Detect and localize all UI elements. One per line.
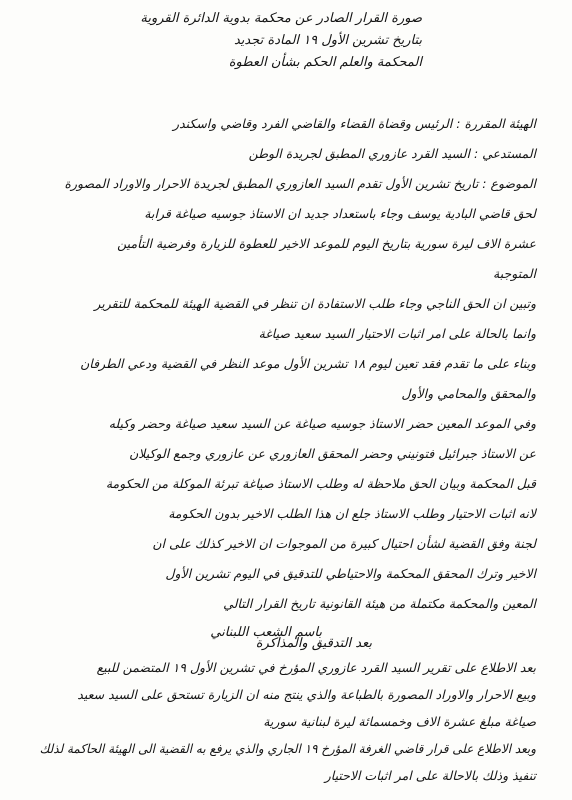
body-line: المتوجبة (493, 266, 536, 281)
body-line: لانه اثبات الاحتيار وطلب الاستاذ جلع ان هذا الطلب الاخير بدون الحكومة (168, 506, 536, 521)
body-line: المعين والمحكمة مكتملة من هيئة القانونية تاريخ القرار التالي (223, 596, 536, 611)
body-line: الموضوع : تاريخ تشرين الأول تقدم السيد العازوري المطبق لجريدة الاحرار والاوراد المصورة (64, 176, 536, 191)
body-line: والمحقق والمحامي والأول (401, 386, 536, 401)
lower-line: صياغة مبلغ عشرة الاف وخمسمائة ليرة لبنانية سورية (263, 714, 536, 729)
lower-line: وبعد الاطلاع على قرار قاضي الغرفة المؤرخ ١٩ الجاري والذي يرفع به القضية الى الهيئة الحاكمة لذلك (39, 741, 536, 756)
lower-line: تنفيذ وذلك بالاحالة على امر اثبات الاحتيار (324, 768, 536, 783)
body-line: وانما بالحالة على امر اثبات الاحتيار السيد سعيد صياغة (258, 326, 536, 341)
body-line: الهيئة المقررة : الرئيس وقضاة القضاء والقاضي الفرد وقاضي واسكندر (173, 116, 536, 131)
header-line: المحكمة والعلم الحكم بشأن العطوة (228, 55, 422, 70)
body-line: وتبين ان الحق الناجي وجاء طلب الاستفادة ان تنظر في القضية الهيئة للمحكمة للتقرير (94, 296, 536, 311)
body-line: لجنة وفق القضية لشأن احتيال كبيرة من الموجوات ان الاخير كذلك على ان (152, 536, 536, 551)
body-line: عشرة الاف ليرة سورية بتاريخ اليوم للموعد الاخير للعطوة للزيارة وفرضية التأمين (117, 236, 536, 251)
lower-line: وبيع الاحرار والاوراد المصورة بالطباعة والذي ينتج منه ان الزيارة تستحق على السيد سعيد (77, 687, 536, 702)
header-line: صورة القرار الصادر عن محكمة بدوية الدائرة القروية (140, 11, 422, 26)
body-line: المستدعي : السيد القرد عازوري المطبق لجريدة الوطن (248, 146, 536, 161)
lower-line: بعد الاطلاع على تقرير السيد القرد عازوري المؤرخ في تشرين الأول ١٩ المتضمن للبيع (96, 660, 536, 675)
body-line: لحق قاضي البادية يوسف وجاء باستعداد جديد ان الاستاذ جوسيه صياغة قرابة (144, 206, 536, 221)
header-line: بتاريخ تشرين الأول ١٩ المادة تجديد (233, 33, 422, 48)
body-line: قبل المحكمة وبيان الحق ملاحظة له وطلب الاستاذ صياغة تبرئة الموكلة من الحكومة (105, 476, 536, 491)
body-line: وفي الموعد المعين حضر الاستاذ جوسيه صياغة عن السيد سعيد صياغة وحضر وكيله (108, 416, 536, 431)
section-title-text: بعد التدقيق والمذاكرة (255, 636, 372, 651)
body-line: الاخير وترك المحقق المحكمة والاحتياطي للتدقيق في اليوم تشرين الأول (165, 566, 536, 581)
body-line: وبناء على ما تقدم فقد تعين ليوم ١٨ تشرين الأول موعد النظر في القضية ودعي الطرفان (80, 356, 536, 371)
signature-text: باسم الشعب اللبناني (210, 625, 322, 640)
body-line: عن الاستاذ جبرائيل فتونيني وحضر المحقق العازوري عن عازوري وجمع الوكيلان (129, 446, 536, 461)
